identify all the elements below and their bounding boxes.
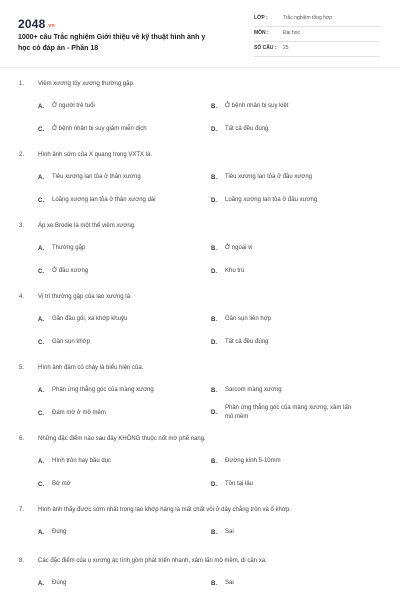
question-text: 6. Những đặc điểm nào sau đây KHÔNG thuộc nốt mờ phế nang. xyxy=(19,436,206,442)
option-b[interactable]: B. Sai xyxy=(211,529,234,536)
question-2 xyxy=(0,147,400,218)
option-b[interactable]: B. Ở bệnh nhân bị suy kiệt xyxy=(211,103,289,110)
question-8 xyxy=(0,553,400,593)
question-text: 8. Các đặc điểm của u xương ác tính gồm phát triển nhanh, xâm lấn mô mềm, di căn xa. xyxy=(19,558,267,564)
option-c[interactable]: C. Bờ mờ xyxy=(38,481,71,488)
question-text: 1. Viêm xương tủy xương thường gặp. xyxy=(19,81,135,87)
site-logo[interactable]: 2048.vn xyxy=(18,17,56,31)
option-a[interactable]: A. Đúng xyxy=(38,580,67,587)
page-title: 1000+ câu Trắc nghiệm Giới thiệu về kỹ thuật hình ảnh y học có đáp án - Phần 18 xyxy=(18,34,206,52)
option-a[interactable]: A. Tiêu xương lan tỏa ở thân xương xyxy=(38,174,141,181)
option-d[interactable]: D. Phản ứng thẳng góc của màng xương, xâm lấn mô mềm xyxy=(211,405,352,420)
option-c[interactable]: C. Loãng xương lan tỏa ở thân xương dài xyxy=(38,197,156,204)
option-d[interactable]: D. Tất cả đều đúng xyxy=(211,126,269,133)
option-b[interactable]: B. Sai xyxy=(211,580,234,587)
option-d[interactable]: D. Tất cả đều đúng xyxy=(211,339,269,346)
option-d[interactable]: D. Loãng xương lan tỏa ở đầu xương xyxy=(211,197,318,204)
question-text: 4. Vị trí thường gặp của lao xương là. xyxy=(19,294,132,300)
question-list xyxy=(0,76,400,593)
question-text: 5. Hình ảnh đám cỏ cháy là biểu hiện của. xyxy=(19,365,144,371)
question-1 xyxy=(0,76,400,147)
option-c[interactable]: C. Đám mờ ở mô mềm xyxy=(38,410,106,417)
question-7 xyxy=(0,502,400,553)
question-3 xyxy=(0,218,400,289)
option-c[interactable]: C. Ở bệnh nhân bị suy giảm miễn dịch xyxy=(38,126,147,133)
header xyxy=(0,0,400,66)
question-4 xyxy=(0,289,400,360)
option-c[interactable]: C. Gần sụn khớp xyxy=(38,339,90,346)
meta-subject-value[interactable]: Đại học xyxy=(283,30,300,36)
option-b[interactable]: B. Sarcom màng xương xyxy=(211,387,282,394)
option-b[interactable]: B. Gần sụn liên hợp xyxy=(211,316,271,323)
option-a[interactable]: A. Gần đầu gối, xa khớp khuỷu xyxy=(38,316,128,323)
option-a[interactable]: A. Thường gặp xyxy=(38,245,86,252)
question-5 xyxy=(0,360,400,431)
meta-subject-label: MÔN : xyxy=(254,30,269,36)
question-6 xyxy=(0,431,400,502)
option-a[interactable]: A. Hình tròn hay bầu dục xyxy=(38,458,112,465)
question-text: 2. Hình ảnh sớm của X quang trong VXTX là. xyxy=(19,152,152,158)
meta-subject xyxy=(254,29,380,42)
option-a[interactable]: A. Phản ứng thẳng góc của màng xương xyxy=(38,387,154,394)
option-a[interactable]: A. Ở người trẻ tuổi xyxy=(38,103,95,110)
meta-count-value: 25 xyxy=(283,45,289,51)
question-text: 3. Áp xe Brodie là một thể viêm xương. xyxy=(19,223,136,229)
option-c[interactable]: C. Ở đầu xương xyxy=(38,268,89,275)
meta-class-value[interactable]: Trắc nghiệm tổng hợp xyxy=(283,15,332,21)
option-b[interactable]: B. Đường kính 5-10mm xyxy=(211,458,281,465)
question-text: 7. Hình ảnh thấy được sớm nhất trong lao khớp háng là mất chất vôi ở dây chằng tròn và ổ khớp. xyxy=(19,507,291,513)
option-d[interactable]: D. Khu trú xyxy=(211,268,245,275)
meta-count-label: SỐ CÂU : xyxy=(254,45,277,51)
meta-class xyxy=(254,14,380,27)
header-divider xyxy=(0,67,400,68)
option-b[interactable]: B. Tiêu xương lan tỏa ở đầu xương xyxy=(211,174,312,181)
option-d[interactable]: D. Tồn tại lâu xyxy=(211,481,254,488)
meta-count xyxy=(254,44,380,57)
meta-class-label: LỚP : xyxy=(254,15,268,21)
option-b[interactable]: B. Ở ngoại vi xyxy=(211,245,253,252)
option-a[interactable]: A. Đúng xyxy=(38,529,67,536)
